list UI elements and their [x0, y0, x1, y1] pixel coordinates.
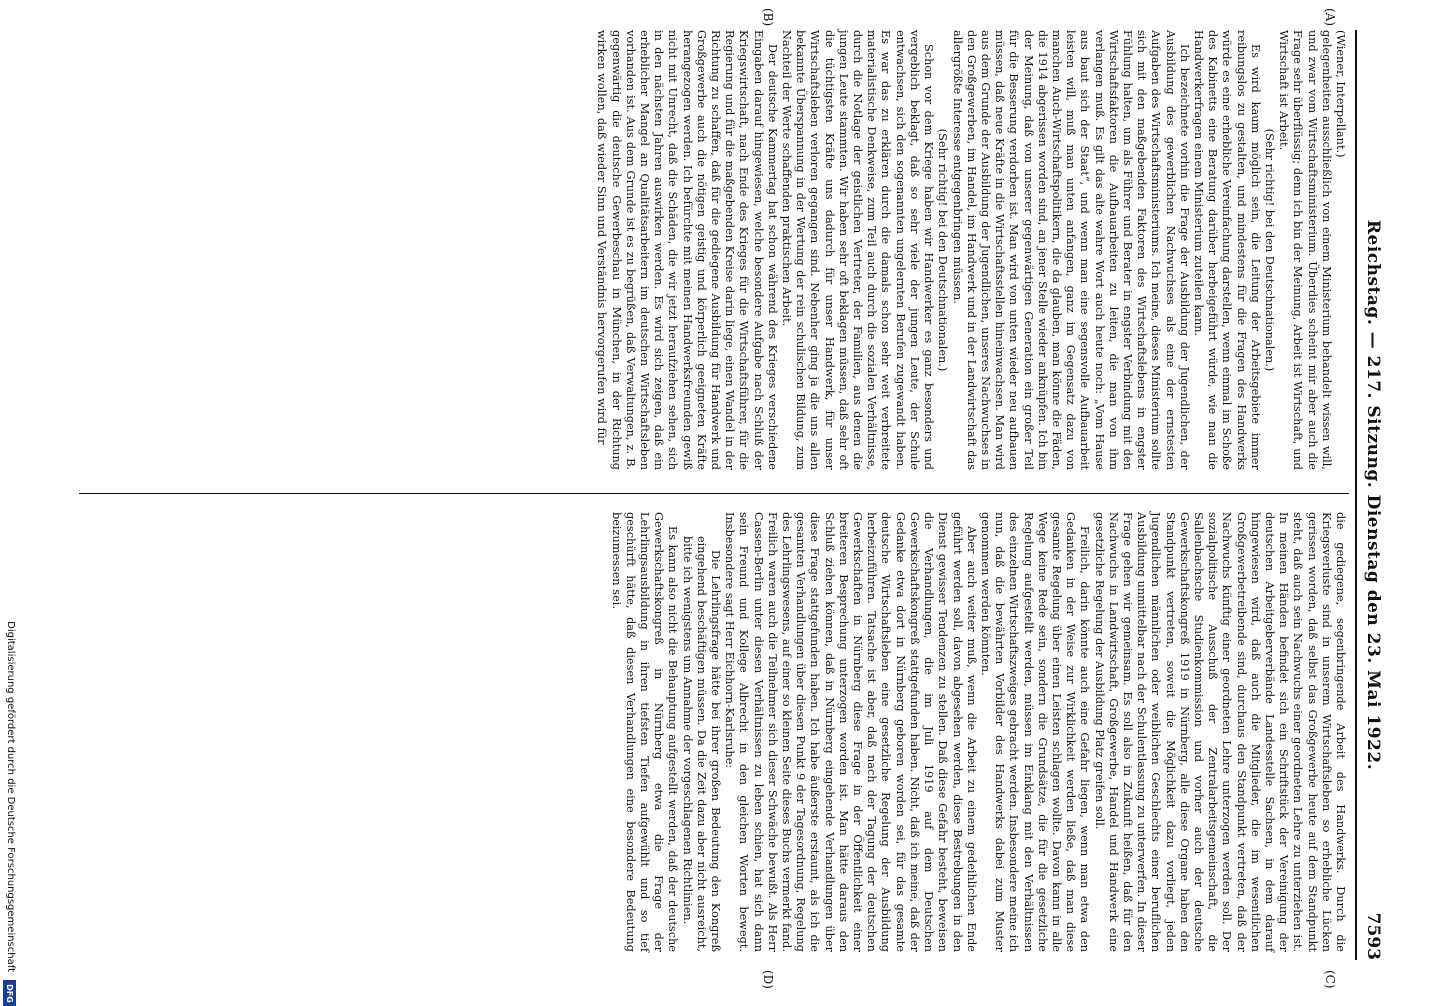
paragraph: Es kann also nicht die Behauptung aufgestellt werden, daß der deutsche Gewerkschaftskongreß in Nürnberg etwa die Frage der Lehrlingsausbildung in ihren tiefsten Tiefen aufgewühlt und so tief geschürft hätte, daß diesen Verhandlungen eine besondere Bedeutung beizumessen sei. [609, 512, 680, 952]
speaker-intro: (Wiener, Interpellant.) [1334, 30, 1347, 158]
paragraph: Freilich, darin könnte auch eine Gefahr liegen, wenn man etwa den Gedanken in der Weise zur Wirklichkeit werden ließe, daß man diese gesamte Regelung über einen Leisten schlagen wollte. Davon kann in alle Wege keine Rede sein, sondern die Grundsätze, die für die gesetzliche Regelung aufgestellt werden, müssen im Einklang mit den Verhältnissen des einzelnen Wirtschaftszweiges gebracht werden. Insbesondere meine ich nun, daß die bewährten Vorbilder des Handwerks dabei zum Muster genommen werden könnten. [978, 512, 1092, 952]
margin-mark-a: (A) [1323, 8, 1337, 27]
margin-mark-b: (B) [761, 8, 775, 27]
paragraph: Ich bezeichnete vorhin die Frage der Ausbildung der Jugendlichen, der Ausbildung des gewerblichen Nachwuchses als eine der ernstesten Aufgaben des Wirtschaftsministeriums. Ich meine, dieses Ministerium sollte sich mit den maßgebenden Faktoren des Wirtschaftslebens in engster Fühlung halten, um als Führer und Berater in engster Verbindung mit den Wirtschaftsfaktoren die Aufbauarbeiten zu leiten, die man von ihm verlangen muß. Es gilt das alte wahre Wort auch heute noch: „Vom Hause aus baut sich der Staat“, und wenn man eine segensvolle Aufbauarbeit leisten will, muß man unten anfangen, ganz im Gegensatz dazu von manchen Auch-Wirtschaftspolitikern, die da glauben, man könne die Fäden, die 1914 abgerissen worden sind, an jener Stelle wieder anknüpfen. Ich bin der Meinung, daß von unserer gegenwärtigen Generation ein großer Teil für die Besserung verdorben ist. Man wird von unten wieder neu aufbauen müssen, daß neue Kräfte in die Wirtschaftsstellen hineinwachsen. Man wird aus dem Grunde der Ausbildung der Jugendlichen, unseres Nachwuchses in den Großgewerben, im Handel, im Handwerk und in der Landwirtschaft das allergrößte Interesse entgegenbringen müssen. [950, 30, 1191, 470]
right-column [608, 512, 1347, 952]
margin-mark-c: (C) [1323, 970, 1337, 989]
paragraph: gelegenheiten ausschließlich von einem Ministerium behandelt wissen will, und zwar vom Wirtschaftsministerium. Überdies scheint mir aber auch die Frage sehr überflüssig; denn ich bin der Meinung, Arbeit ist Wirtschaft, und Wirtschaft ist Arbeit. [1277, 30, 1333, 470]
funding-note: Digitalisierung gefördert durch die Deutsche Forschungsgemeinschaft [5, 621, 16, 972]
running-title: Reichstag. — 217. Sitzung. Dienstag den 23. Mai 1922. [1363, 219, 1383, 771]
paragraph: Aber auch weiter muß, wenn die Arbeit zu einem gedeihlichen Ende geführt werden soll, davon abgesehen werden, diese Bestrebungen in den Dienst gewisser Tendenzen zu stellen. Daß diese Gefahr besteht, beweisen die Verhandlungen, die im Juli 1919 auf dem Deutschen Gewerkschaftskongreß stattgefunden haben. Nicht, daß ich meine, daß der Gedanke etwa dort in Nürnberg geboren worden sei, für das gesamte deutsche Wirtschaftsleben eine gesetzliche Regelung der Ausbildung herbeizuführen. Tatsache ist aber, daß nach der Tagung der deutschen Gewerkschaften in Nürnberg diese Frage in der Öffentlichkeit einer breiteren Besprechung unterzogen worden ist. Man hätte daraus den Schluß ziehen können, daß in Nürnberg eingehende Verhandlungen über diese Frage stattgefunden haben. Ich habe äußerste erstaunt, als ich die gesamten Verhandlungen über diesen Punkt 9 der Tagesordnung, Regelung des Lehrlingswesens, auf einer so kleinen Seite dieses Buchs vermerkt fand. Freilich waren auch die Teilnehmer sich dieser Schwäche bewußt. Als Herr Cassen-Berlin unter diesen Verhältnissen zu leben schien, hat sich dann sein Freund und Kollege Albrecht in den gleichen Worten bewegt. Insbesondere sagt Herr Eichhorn-Karlsruhe: [723, 512, 978, 952]
paragraph: Es wird kaum möglich sein, die Leitung der Arbeitsgebiete immer reibungslos zu gestalten, und mindestens für die Fragen des Handwerks würde es eine erhebliche Vereinfachung darstellen, wenn einmal im Schoße des Kabinetts eine Beratung darüber herbeigeführt würde, wie man die Handwerkerfragen einem Ministerium zuteilen kann. [1191, 30, 1262, 470]
paragraph: Schon vor dem Kriege haben wir Handwerker es ganz besonders und vergeblich beklagt, daß so sehr viele der jungen Leute, der Schule entwachsen, sich den sogenannten ungelernten Berufen zugewandt haben. Es war das zu erklären durch die damals schon sehr weit verbreitete materialistische Denkweise, zum Teil auch durch die sozialen Verhältnisse, durch die Notlage der geistlichen Vertreter, der Familien, aus denen die jungen Leute stammten. Wir haben sehr oft beklagen müssen, daß sehr oft die tüchtigsten Kräfte uns dadurch für unser Handwerk, für unser Wirtschaftsleben verloren gegangen sind. Nebenher ging ja die uns allen bekannte Überspannung in der Wertung der rein schulischen Bildung, zum Nachteil der Werte schaffenden praktischen Arbeit. [780, 30, 936, 470]
paragraph: Der deutsche Kammertag hat schon während des Krieges verschiedene Eingaben darauf hingewiesen, welche besondere Aufgabe nach Schluß der Kriegswirtschaft, nach Ende des Krieges für die Wirtschaftsführer, für die Regierung und für die maßgebenden Kreise darin liege, einen Wandel in der Richtung zu schaffen, daß für die gediegene Ausbildung für Handwerk und Großgewerbe auch die nötigen geistig und körperlich geeigneten Kräfte herangezogen werden. Ich befürchte mit meinen Handwerksfreunden gewiß nicht mit Unrecht, daß die Schäden, die wir jetzt heraufziehen sehen, sich in den nächsten Jahren auswirken werden. Es wird sich zeigen, daß ein erheblicher Mangel an Qualitätsarbeitern im deutschen Wirtschaftsleben vorhanden ist. Aus dem Grunde ist es zu begrüßen, daß Verwaltungen, z. B. gegenwärtig die deutsche Gewerbeschau in München, in der Richtung wirken wollen, daß wieder Sinn und Verständnis hervorgerufen wird für [595, 30, 779, 470]
page-header [1361, 30, 1385, 960]
dfg-logo: DFG [3, 980, 16, 1006]
left-column [594, 30, 1347, 470]
interjection: (Sehr richtig! bei den Deutschnationalen.) [936, 128, 950, 372]
header-rule [1355, 30, 1357, 960]
page-number: 7593 [1363, 912, 1383, 960]
document-page [65, 8, 1385, 989]
column-divider [79, 493, 1349, 494]
interjection: (Sehr richtig! bei den Deutschnationalen.) [1262, 128, 1276, 372]
block-quote: Die Lehrlingsfrage hätte bei ihrer großen Bedeutung den Kongreß eingehend beschäftigen müssen. Da die Zeit dazu aber nicht ausreicht, bitte ich wenigstens um Annahme der vorgeschlagenen Richtlinien. [680, 536, 723, 952]
digitization-sidebar [2, 12, 16, 1003]
paragraph: die gediegene, segenbringende Arbeit des Handwerks. Durch die Kriegsverluste sind in unserem Wirtschaftsleben so erhebliche Lücken gerissen worden, daß selbst das Großgewerbe heute auf dem Standpunkt steht, daß auch sein Nachwuchs einer geordneten Lehre zu unterziehen ist. In meinen Händen befindet sich ein Schriftstück der Vereinigung der deutschen Arbeitgeberverbände Landesstelle Sachsen, in dem darauf hingewiesen wird, daß auch die Mitglieder, die im wesentlichen Großgewerbetreibende sind, durchaus den Standpunkt vertreten, daß der Nachwuchs künftig einer geordneten Lehre unterzogen werden soll. Der sozialpolitische Ausschuß der Zentralarbeitsgemeinschaft, die Sallenbachsche Studienkommission und vorher auch der deutsche Gewerkschaftskongreß 1919 in Nürnberg, alle diese Organe haben den Standpunkt vertreten, soweit die Möglichkeit dazu vorliegt, jeden Jugendlichen männlichen oder weiblichen Geschlechts einer beruflichen Ausbildung unmittelbar nach der Schulentlassung zu unterwerfen. In dieser Frage gehen wir gemeinsam. Es soll also in Zukunft heißen, daß für den Nachwuchs in Landwirtschaft, Großgewerbe, Handel und Handwerk eine gesetzliche Regelung der Ausbildung Platz greifen soll. [1092, 512, 1347, 952]
margin-mark-d: (D) [761, 970, 775, 989]
